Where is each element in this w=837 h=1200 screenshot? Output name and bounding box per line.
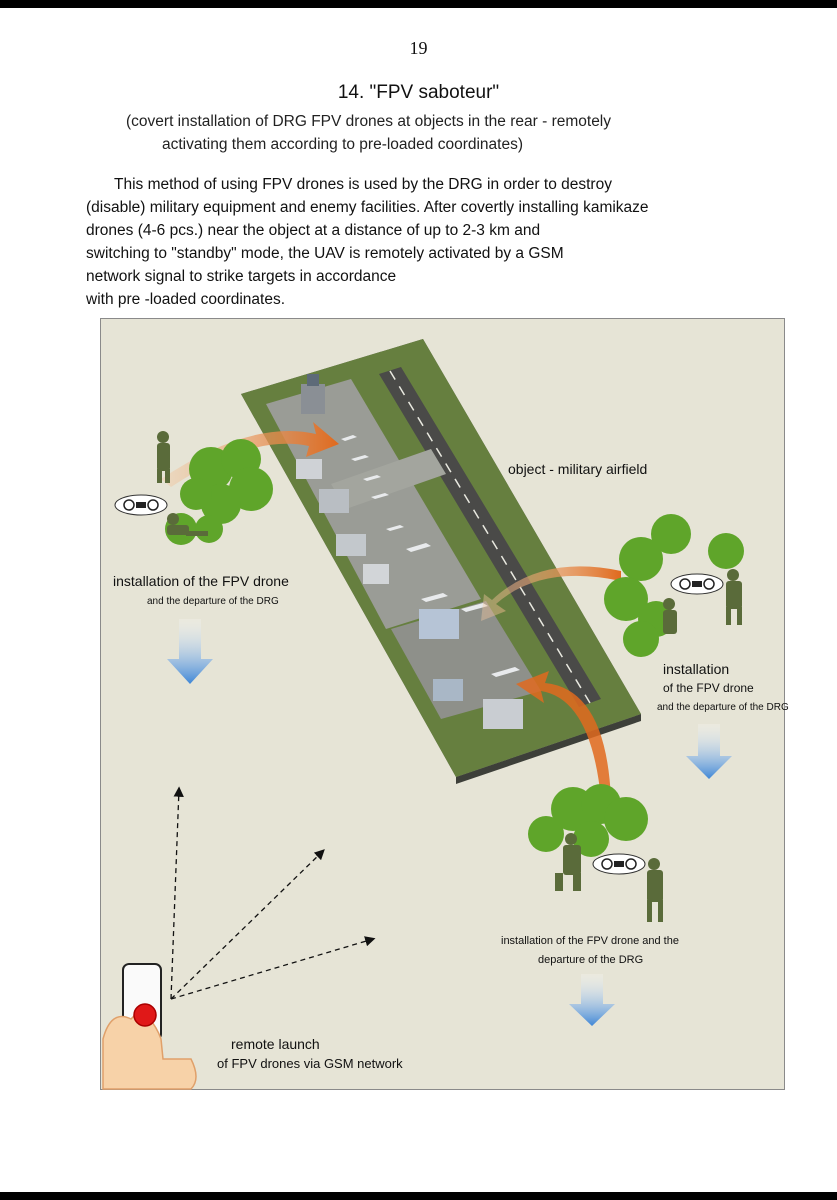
body-line: This method of using FPV drones is used by the DRG in order to destroy — [114, 176, 612, 193]
document-page — [0, 8, 837, 1192]
body-line: with pre -loaded coordinates. — [86, 291, 286, 308]
subtitle-line: (covert installation of DRG FPV drones at objects in the rear - remotely — [126, 113, 612, 130]
right-label-line1: installation — [663, 661, 730, 677]
right-label-line3: and the departure of the DRG — [657, 702, 789, 713]
launch-button — [134, 1004, 156, 1026]
left-team — [115, 431, 273, 545]
departure-arrow-bottom — [569, 974, 615, 1026]
remote-launch-line2: of FPV drones via GSM network — [217, 1056, 403, 1071]
body-paragraph — [86, 173, 801, 311]
soldier-icon — [726, 569, 742, 625]
left-label-line1: installation of the FPV drone — [113, 573, 289, 589]
departure-arrow-right — [686, 724, 732, 779]
page-number: 19 — [409, 38, 428, 58]
tree-icon — [528, 784, 648, 857]
subtitle-line: activating them according to pre-loaded coordinates) — [162, 136, 524, 153]
drone-icon — [115, 495, 167, 515]
body-line: switching to "standby" mode, the UAV is remotely activated by a GSM — [86, 245, 564, 262]
soldier-icon — [663, 598, 677, 634]
remote-launch-line1: remote launch — [231, 1036, 320, 1052]
section-title: 14. "FPV saboteur" — [337, 82, 500, 103]
gsm-signal-arrows — [171, 789, 373, 999]
drone-icon — [671, 574, 723, 594]
bottom-label-line2: departure of the DRG — [538, 954, 644, 966]
body-line: drones (4-6 pcs.) near the object at a distance of up to 2-3 km and — [86, 222, 541, 239]
soldier-icon — [647, 858, 663, 922]
right-team — [604, 514, 744, 657]
bottom-team — [528, 784, 663, 922]
departure-arrow-left — [167, 619, 213, 684]
object-label: object - military airfield — [508, 461, 648, 477]
bottom-label-line1: installation of the FPV drone and the — [501, 935, 679, 947]
body-line: network signal to strike targets in accordance — [86, 268, 397, 285]
drone-icon — [593, 854, 645, 874]
left-label-line2: and the departure of the DRG — [147, 596, 279, 607]
diagram-figure — [100, 318, 789, 1090]
section-subtitle — [126, 110, 726, 156]
body-line: (disable) military equipment and enemy facilities. After covertly installing kamikaze — [86, 199, 649, 216]
right-label-line2: of the FPV drone — [663, 681, 754, 695]
soldier-icon — [157, 431, 170, 483]
